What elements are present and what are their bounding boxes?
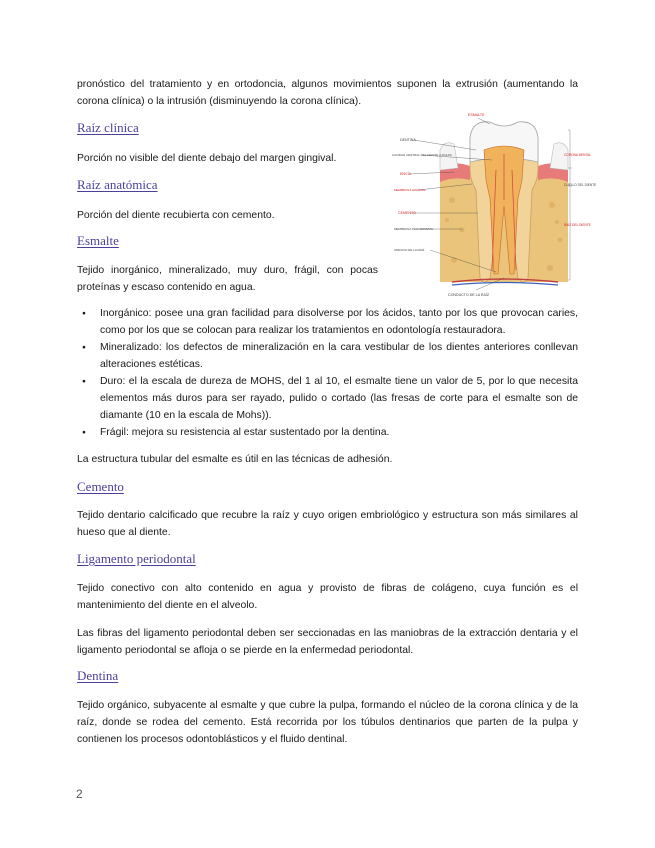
cemento-text: Tejido dentario calcificado que recubre la raíz y cuyo origen embriológico y estructura son más similares al hueso que al diente. xyxy=(77,510,578,538)
tooth-anatomy-figure xyxy=(392,110,597,298)
ligamento-text-2: Las fibras del ligamento periodontal deben ser seccionadas en las maniobras de la extracción dentaria y el ligamento periodontal se afloja o se pierde en la enfermedad periodontal. xyxy=(77,628,578,656)
label-dentina: DENTINA xyxy=(400,138,416,142)
label-conducto-raiz: CONDUCTO DE LA RAÍZ xyxy=(448,293,490,297)
list-item: ● Duro: el la escala de dureza de MOHS, del 1 al 10, el esmalte tiene un valor de 5, por lo que necesita elementos más duros para ser rayado, pulido o cortado (las fresas de corte para el esmalte son de diamante (10 en la escala de Mohs)). xyxy=(77,373,578,424)
heading-raiz-clinica[interactable]: Raíz clínica xyxy=(77,120,139,135)
page-number: 2 xyxy=(76,787,83,801)
esmalte-properties-list xyxy=(77,305,578,441)
intro-paragraph: pronóstico del tratamiento y en ortodoncia, algunos movimientos suponen la extrusión (aumentando la corona clínica) o la intrusión (disminuyendo la corona clínica). xyxy=(77,79,578,107)
heading-ligamento-periodontal[interactable]: Ligamento periodontal xyxy=(77,551,196,566)
label-orificio-raiz: ORIFICIO DE LA RAÍZ xyxy=(394,248,425,252)
label-cuello-diente: CUELLO DEL DIENTE xyxy=(564,183,597,187)
dentina-text: Tejido orgánico, subyacente al esmalte y que cubre la pulpa, formando el núcleo de la corona clínica y de la raíz, donde se rodea del cemento. Está recorrida por los túbulos dentinarios que parten de la pulpa y contienen los procesos odontoblásticos y el fluido dentinal. xyxy=(77,700,578,745)
list-item: ● Inorgánico: posee una gran facilidad para disolverse por los ácidos, tanto por los que provocan caries, como por los que se colocan para realizar los tratamientos en odontología restauradora. xyxy=(77,305,578,339)
ligamento-text-1: Tejido conectivo con alto contenido en agua y provisto de fibras de colágeno, cuya función es el mantenimiento del diente en el alveolo. xyxy=(77,583,578,611)
label-corona-dental: CORONA DENTAL xyxy=(564,153,592,157)
label-membrana-gingival: MEMBRANA GINGIVAL xyxy=(394,188,426,192)
esmalte-text: Tejido inorgánico, mineralizado, muy duro, frágil, con pocas proteínas y escaso contenido en agua. xyxy=(77,265,378,293)
heading-esmalte[interactable]: Esmalte xyxy=(77,233,119,248)
heading-dentina[interactable]: Dentina xyxy=(77,668,119,683)
label-membrana-periodontal: MEMBRANA PERIODONTAL xyxy=(394,227,434,231)
raiz-anatomica-text: Porción del diente recubierta con cemento. xyxy=(77,210,275,221)
list-item: ● Frágil: mejora su resistencia al estar sustentado por la dentina. xyxy=(77,424,578,441)
raiz-clinica-text: Porción no visible del diente debajo del margen gingival. xyxy=(77,153,337,164)
label-esmalte: ESMALTE xyxy=(468,113,485,117)
label-cemento: CEMENTO xyxy=(398,211,416,215)
heading-cemento[interactable]: Cemento xyxy=(77,479,124,494)
label-encia: ENCÍA xyxy=(400,172,411,176)
label-raiz-diente: RAÍZ DEL DIENTE xyxy=(564,223,591,227)
label-pulpa: CAVIDAD CENTRAL DEL DIENTE O PULPA xyxy=(392,153,452,157)
esmalte-adhesion-text: La estructura tubular del esmalte es útil en las técnicas de adhesión. xyxy=(77,454,393,465)
list-item: ● Mineralizado: los defectos de mineralización en la cara vestibular de los dientes anteriores conllevan alteraciones estéticas. xyxy=(77,339,578,373)
heading-raiz-anatomica[interactable]: Raíz anatómica xyxy=(77,177,158,192)
